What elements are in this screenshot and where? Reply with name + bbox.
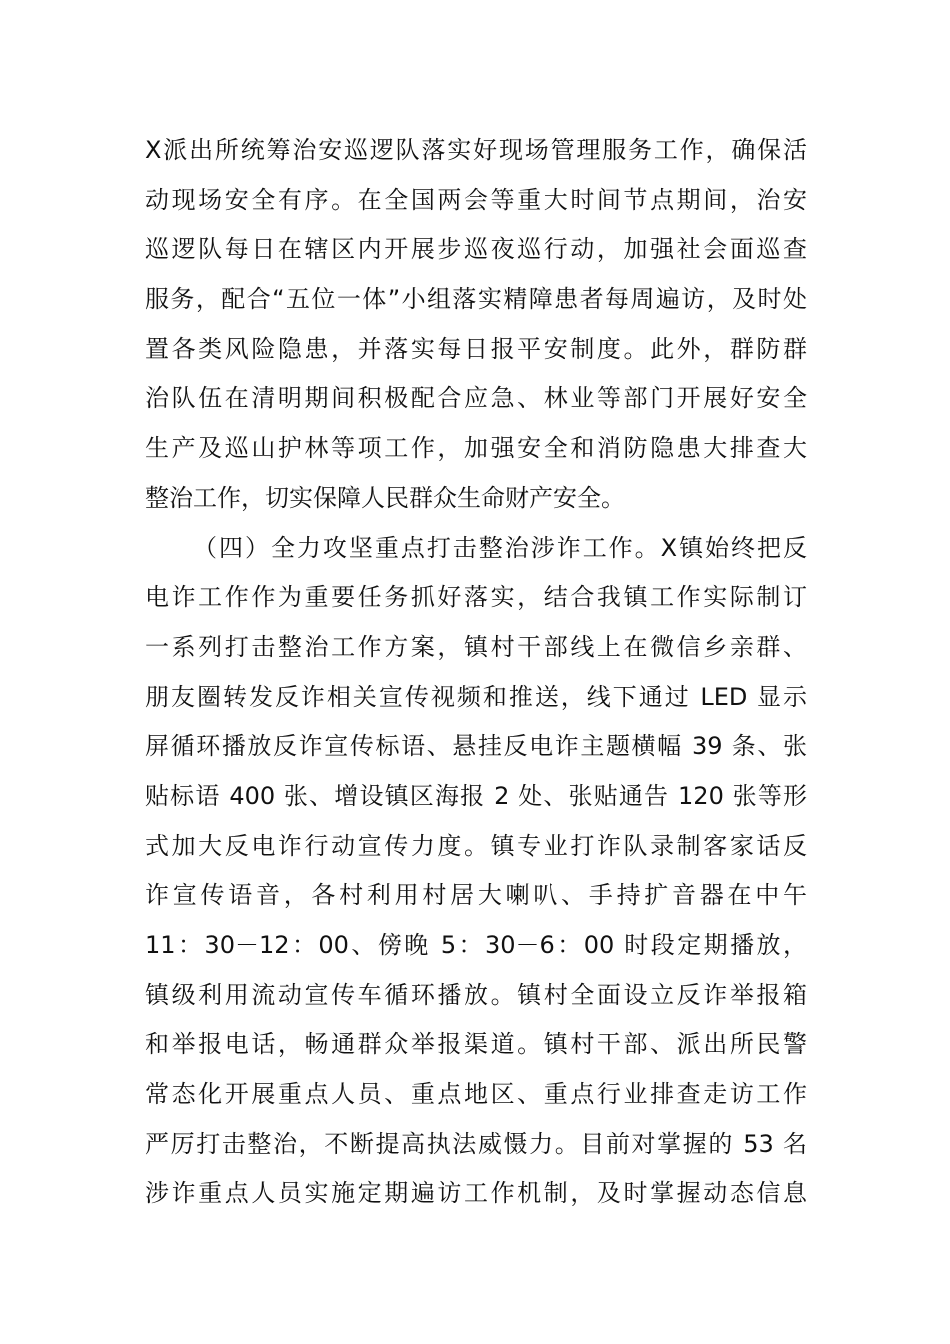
text-line: 11：30－12：00、傍晚 5：30－6：00 时段定期播放， (145, 931, 807, 959)
text-line: 和举报电话，畅通群众举报渠道。镇村干部、派出所民警 (145, 1030, 807, 1059)
text-line: 整治工作，切实保障人民群众生命财产安全。 (145, 483, 625, 512)
text-line: 动现场安全有序。在全国两会等重大时间节点期间，治安 (145, 185, 807, 214)
text-line: 镇级利用流动宣传车循环播放。镇村全面设立反诈举报箱 (145, 980, 807, 1009)
text-line: 屏循环播放反诈宣传标语、悬挂反电诈主题横幅 39 条、张 (145, 732, 807, 761)
text-line: 一系列打击整治工作方案，镇村干部线上在微信乡亲群、 (145, 632, 807, 661)
text-line: 治队伍在清明期间积极配合应急、林业等部门开展好安全 (145, 384, 807, 413)
text-line: 朋友圈转发反诈相关宣传视频和推送，线下通过 LED 显示 (145, 682, 807, 711)
text-line: 巡逻队每日在辖区内开展步巡夜巡行动，加强社会面巡查 (145, 235, 807, 264)
section-heading-line: （四）全力攻坚重点打击整治涉诈工作。X镇始终把反 (193, 533, 807, 562)
text-line: 涉诈重点人员实施定期遍访工作机制，及时掌握动态信息 (145, 1179, 807, 1208)
text-line: 常态化开展重点人员、重点地区、重点行业排查走访工作 (145, 1080, 807, 1109)
text-line: 式加大反电诈行动宣传力度。镇专业打诈队录制客家话反 (145, 831, 807, 860)
text-line: 诈宣传语音，各村利用村居大喇叭、手持扩音器在中午 (145, 881, 807, 910)
text-line: X派出所统筹治安巡逻队落实好现场管理服务工作，确保活 (145, 136, 807, 164)
text-line: 生产及巡山护林等项工作，加强安全和消防隐患大排查大 (145, 434, 807, 463)
body-text (145, 126, 807, 1219)
text-line: 严厉打击整治，不断提高执法威慑力。目前对掌握的 53 名 (145, 1129, 807, 1158)
text-line: 服务，配合“五位一体”小组落实精障患者每周遍访，及时处 (145, 285, 807, 314)
text-line: 贴标语 400 张、增设镇区海报 2 处、张贴通告 120 张等形 (145, 781, 807, 810)
text-line: 置各类风险隐患，并落实每日报平安制度。此外，群防群 (145, 334, 807, 363)
text-line: 电诈工作作为重要任务抓好落实，结合我镇工作实际制订 (145, 583, 807, 612)
